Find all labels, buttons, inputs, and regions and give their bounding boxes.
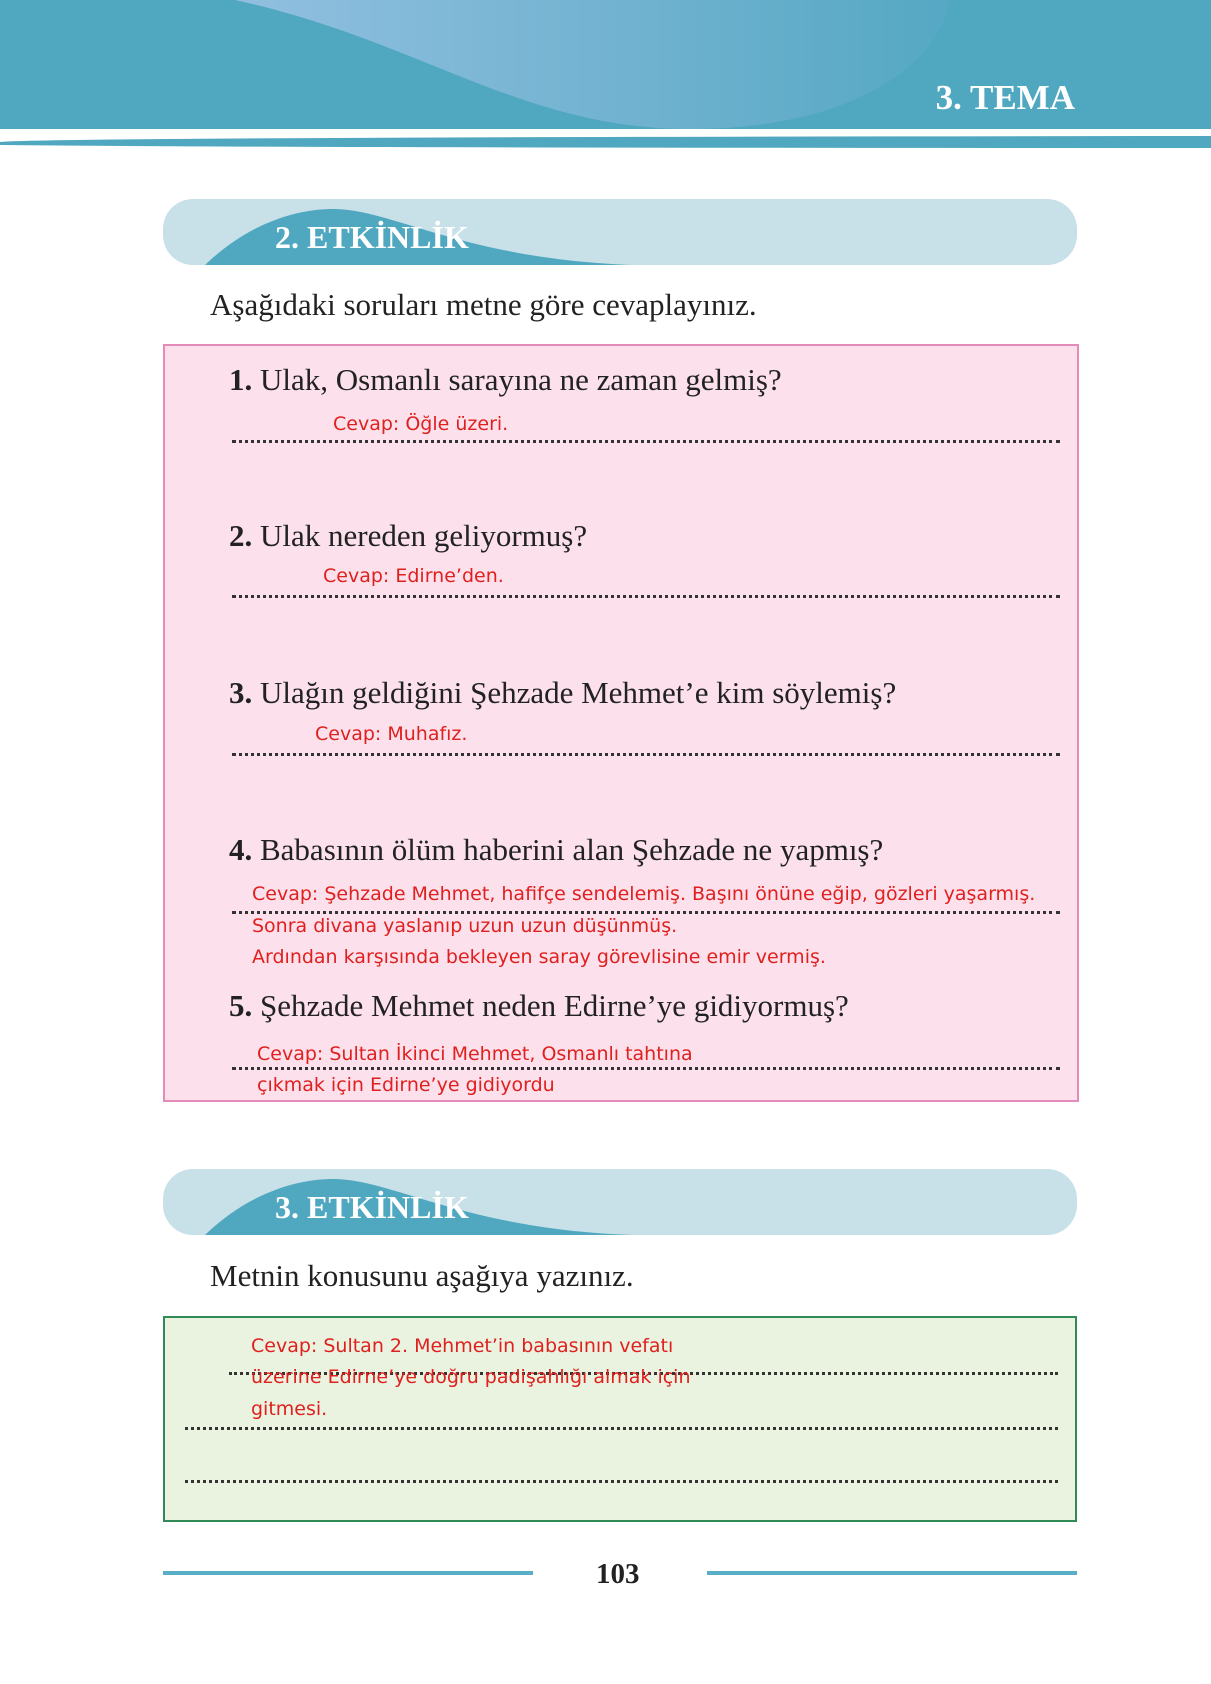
question-text: Şehzade Mehmet neden Edirne’ye gidiyormuş?	[260, 988, 849, 1023]
question-number: 1.	[229, 362, 253, 397]
answer-line	[232, 911, 1060, 914]
question-number: 3.	[229, 675, 253, 710]
answer-line	[185, 1480, 1058, 1483]
question-5	[229, 988, 849, 1024]
footer-line-right	[707, 1571, 1077, 1575]
question-text: Ulak nereden geliyormuş?	[260, 518, 588, 553]
activity-2-header	[163, 199, 1077, 265]
question-number: 4.	[229, 832, 253, 867]
answer-line	[232, 440, 1060, 443]
question-1	[229, 362, 782, 398]
answer-line	[185, 1427, 1058, 1430]
answer-line	[232, 595, 1060, 598]
activity-3-instruction: Metnin konusunu aşağıya yazınız.	[210, 1258, 634, 1293]
question-text: Ulak, Osmanlı sarayına ne zaman gelmiş?	[260, 362, 782, 397]
answer-text: Cevap: Muhafız.	[315, 723, 468, 745]
answer-text: çıkmak için Edirne’ye gidiyordu	[257, 1074, 555, 1096]
header-stripe	[0, 134, 1211, 150]
theme-title: 3. TEMA	[935, 78, 1075, 117]
activity-2-instruction: Aşağıdaki soruları metne göre cevaplayınız.	[210, 287, 757, 322]
topic-answer-line: Cevap: Sultan 2. Mehmet’in babasının vefatı	[251, 1335, 674, 1357]
answer-text: Sonra divana yaslanıp uzun uzun düşünmüş.	[252, 915, 678, 937]
question-number: 2.	[229, 518, 253, 553]
answer-text: Cevap: Edirne’den.	[323, 565, 504, 587]
answer-text: Cevap: Şehzade Mehmet, hafifçe sendelemiş. Başını önüne eğip, gözleri yaşarmış.	[252, 883, 1036, 905]
footer-line-left	[163, 1571, 533, 1575]
question-number: 5.	[229, 988, 253, 1023]
answer-line	[232, 1067, 1060, 1070]
answer-text: Ardından karşısında bekleyen saray görevlisine emir vermiş.	[252, 946, 826, 968]
question-text: Babasının ölüm haberini alan Şehzade ne yapmış?	[260, 832, 884, 867]
question-2	[229, 518, 587, 554]
activity-3-header	[163, 1169, 1077, 1235]
page-number: 103	[596, 1558, 640, 1590]
topic-answer-line: gitmesi.	[251, 1398, 328, 1420]
question-3	[229, 675, 896, 711]
question-4	[229, 832, 883, 868]
question-text: Ulağın geldiğini Şehzade Mehmet’e kim söylemiş?	[260, 675, 897, 710]
answer-line	[232, 753, 1060, 756]
topic-answer-line: üzerine Edirne’ye doğru padişahlığı almak için	[251, 1366, 691, 1388]
activity-2-title: 2. ETKİNLİK	[275, 219, 469, 255]
activity-3-title: 3. ETKİNLİK	[275, 1189, 469, 1225]
answer-text: Cevap: Sultan İkinci Mehmet, Osmanlı tahtına	[257, 1043, 693, 1065]
answer-text: Cevap: Öğle üzeri.	[333, 413, 509, 435]
